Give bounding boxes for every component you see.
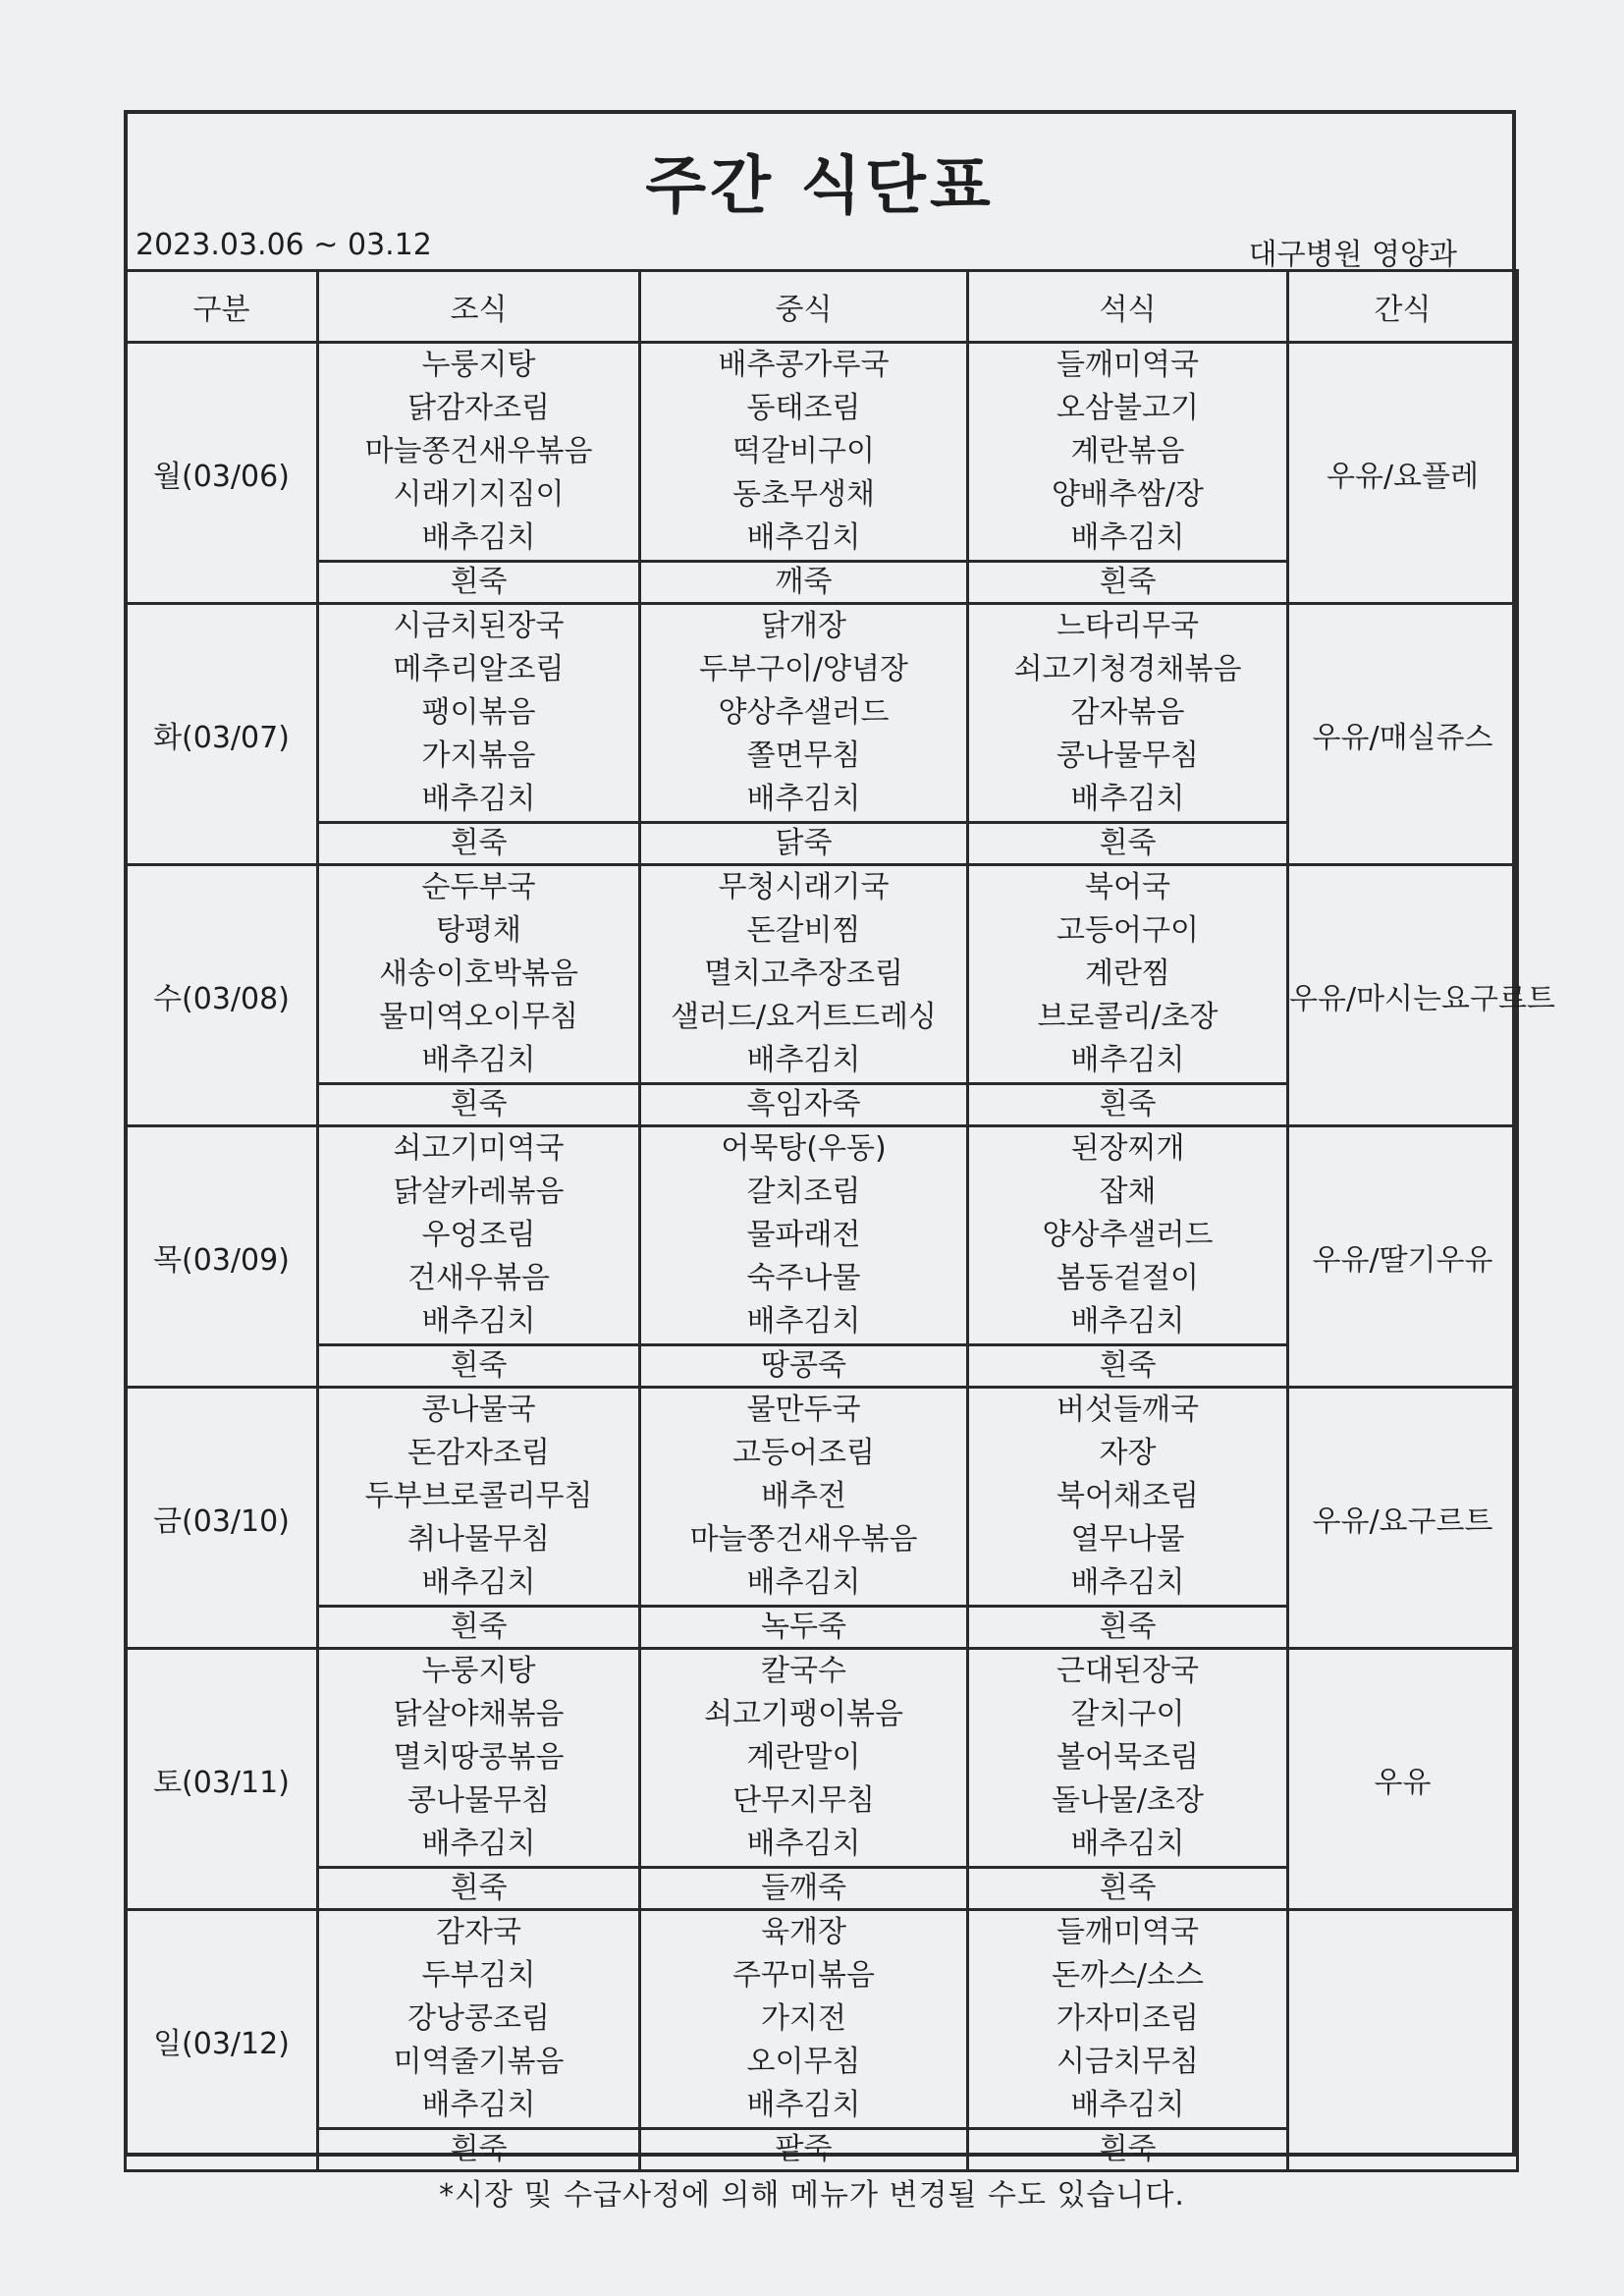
dinner-porridge: 흰죽 [968, 1345, 1288, 1388]
dish-item: 두부구이/양념장 [699, 652, 908, 686]
snack-cell: 우유/매실쥬스 [1288, 604, 1518, 865]
breakfast-dishes [318, 343, 640, 562]
dish-item: 닭살카레볶음 [393, 1175, 565, 1209]
snack-cell: 우유/요구르트 [1288, 1388, 1518, 1649]
dish-item: 누룽지탕 [421, 1654, 536, 1688]
breakfast-porridge: 흰죽 [318, 1868, 640, 1910]
dish-item: 쇠고기청경채볶음 [1013, 652, 1242, 686]
dish-item: 배추김치 [421, 1565, 536, 1600]
header-row [126, 271, 1518, 343]
day-label: 일(03/12) [126, 1910, 318, 2171]
dinner-dishes [968, 1910, 1288, 2129]
dish-item: 버섯들깨국 [1056, 1393, 1199, 1427]
dish-item: 두부김치 [421, 1958, 536, 1993]
dish-item: 북어채조림 [1056, 1479, 1199, 1513]
dish-item: 시금치된장국 [393, 609, 565, 643]
dish-item: 배추김치 [746, 1827, 861, 1861]
dish-item: 고등어조림 [732, 1436, 875, 1470]
dish-item: 물미역오이무침 [379, 1000, 578, 1034]
dish-item: 가자미조림 [1056, 2001, 1199, 2036]
breakfast-dishes [318, 604, 640, 823]
dish-item: 열무나물 [1070, 1522, 1185, 1557]
dinner-dishes [968, 1388, 1288, 1607]
day-row [126, 1388, 1518, 1607]
lunch-dishes [640, 865, 968, 1084]
lunch-porridge: 녹두죽 [640, 1607, 968, 1649]
dish-item: 배추김치 [1070, 2088, 1185, 2122]
weekly-menu-table [124, 269, 1555, 2172]
dish-item: 강낭콩조림 [407, 2001, 550, 2036]
breakfast-dishes [318, 1388, 640, 1607]
dish-item: 어묵탕(우동) [721, 1131, 887, 1166]
header-dinner: 석식 [968, 271, 1288, 343]
header-breakfast: 조식 [318, 271, 640, 343]
breakfast-porridge: 흰죽 [318, 1607, 640, 1649]
breakfast-porridge: 흰죽 [318, 1084, 640, 1126]
dish-item: 배추김치 [746, 520, 861, 555]
date-range: 2023.03.06 ~ 03.12 [135, 228, 432, 262]
dish-item: 배추김치 [421, 1304, 536, 1339]
lunch-dishes [640, 1126, 968, 1345]
dish-item: 돌나물/초장 [1051, 1783, 1204, 1818]
snack-cell: 우유/요플레 [1288, 343, 1518, 604]
dish-item: 가지볶음 [421, 738, 536, 773]
dinner-dishes [968, 1649, 1288, 1868]
day-label: 금(03/10) [126, 1388, 318, 1649]
dish-item: 자장 [1099, 1436, 1157, 1470]
menu-body [126, 343, 1555, 2171]
dish-item: 양상추샐러드 [1042, 1218, 1214, 1252]
dish-item: 시래기지짐이 [393, 477, 565, 512]
dish-item: 콩나물국 [421, 1393, 536, 1427]
dish-item: 마늘쫑건새우볶음 [689, 1522, 918, 1557]
dish-item: 계란찜 [1085, 957, 1170, 991]
dish-item: 탕평채 [436, 913, 521, 948]
breakfast-porridge: 흰죽 [318, 823, 640, 865]
day-row [126, 343, 1518, 562]
dinner-porridge: 흰죽 [968, 562, 1288, 604]
day-row [126, 1910, 1518, 2129]
dish-item: 취나물무침 [407, 1522, 550, 1557]
dish-item: 돈갈비찜 [746, 913, 861, 948]
dish-item: 근대된장국 [1056, 1654, 1199, 1688]
lunch-porridge: 흑임자죽 [640, 1084, 968, 1126]
dish-item: 배추콩가루국 [718, 348, 890, 382]
dish-item: 잡채 [1099, 1175, 1157, 1209]
breakfast-dishes [318, 865, 640, 1084]
snack-cell [1288, 1910, 1518, 2171]
dinner-porridge: 흰죽 [968, 1607, 1288, 1649]
dish-item: 떡갈비구이 [732, 434, 875, 468]
day-row [126, 604, 1518, 823]
dish-item: 육개장 [761, 1915, 846, 1949]
day-row [126, 865, 1518, 1084]
day-row [126, 1126, 1518, 1345]
dish-item: 메추리알조림 [393, 652, 565, 686]
breakfast-porridge: 흰죽 [318, 2129, 640, 2171]
snack-cell: 우유 [1288, 1649, 1518, 1910]
dish-item: 배추김치 [1070, 520, 1185, 555]
dish-item: 감자국 [436, 1915, 521, 1949]
dish-item: 팽이볶음 [421, 695, 536, 730]
page-title: 주간 식단표 [645, 150, 995, 223]
dish-item: 배추김치 [421, 520, 536, 555]
dish-item: 배추김치 [1070, 782, 1185, 816]
dish-item: 계란말이 [746, 1740, 861, 1775]
lunch-porridge: 들깨죽 [640, 1868, 968, 1910]
dish-item: 샐러드/요거트드레싱 [671, 1000, 937, 1034]
department-name: 대구병원 영양과 [1248, 238, 1457, 272]
dish-item: 닭개장 [761, 609, 846, 643]
dish-item: 콩나물무침 [407, 1783, 550, 1818]
snack-cell: 우유/딸기우유 [1288, 1126, 1518, 1388]
breakfast-dishes [318, 1126, 640, 1345]
dish-item: 느타리무국 [1056, 609, 1199, 643]
dish-item: 쇠고기미역국 [393, 1131, 565, 1166]
dish-item: 양상추샐러드 [718, 695, 890, 730]
dish-item: 가지전 [761, 2001, 846, 2036]
breakfast-dishes [318, 1649, 640, 1868]
dish-item: 배추김치 [421, 1043, 536, 1077]
lunch-porridge: 닭죽 [640, 823, 968, 865]
dish-item: 볼어묵조림 [1056, 1740, 1199, 1775]
dish-item: 들깨미역국 [1056, 348, 1199, 382]
lunch-dishes [640, 1649, 968, 1868]
dish-item: 물파래전 [746, 1218, 861, 1252]
day-label: 월(03/06) [126, 343, 318, 604]
dish-item: 북어국 [1085, 870, 1170, 904]
dinner-porridge: 흰죽 [968, 1084, 1288, 1126]
dish-item: 브로콜리/초장 [1037, 1000, 1218, 1034]
dish-item: 들깨미역국 [1056, 1915, 1199, 1949]
dish-item: 미역줄기볶음 [393, 2045, 565, 2079]
day-row [126, 1649, 1518, 1868]
menu-sheet [124, 110, 1555, 2166]
header-lunch: 중식 [640, 271, 968, 343]
dinner-porridge: 흰죽 [968, 823, 1288, 865]
dish-item: 봄동겉절이 [1056, 1261, 1199, 1295]
dinner-dishes [968, 1126, 1288, 1345]
dish-item: 양배추쌈/장 [1051, 477, 1204, 512]
dish-item: 동태조림 [746, 391, 861, 425]
dish-item: 동초무생채 [732, 477, 875, 512]
dish-item: 칼국수 [761, 1654, 846, 1688]
dish-item: 배추김치 [421, 1827, 536, 1861]
breakfast-porridge: 흰죽 [318, 562, 640, 604]
dinner-porridge: 흰죽 [968, 2129, 1288, 2171]
dish-item: 배추김치 [1070, 1304, 1185, 1339]
dish-item: 쇠고기팽이볶음 [704, 1697, 903, 1731]
dish-item: 마늘쫑건새우볶음 [364, 434, 593, 468]
dish-item: 돈까스/소스 [1051, 1958, 1204, 1993]
dish-item: 된장찌개 [1070, 1131, 1185, 1166]
dish-item: 멸치땅콩볶음 [393, 1740, 565, 1775]
lunch-dishes [640, 604, 968, 823]
dish-item: 멸치고추장조림 [704, 957, 903, 991]
dish-item: 배추김치 [421, 2088, 536, 2122]
dish-item: 무청시래기국 [718, 870, 890, 904]
dish-item: 주꾸미볶음 [732, 1958, 875, 1993]
dish-item: 배추김치 [746, 782, 861, 816]
lunch-dishes [640, 1910, 968, 2129]
dish-item: 갈치구이 [1070, 1697, 1185, 1731]
dish-item: 배추김치 [746, 2088, 861, 2122]
dinner-dishes [968, 604, 1288, 823]
lunch-porridge: 땅콩죽 [640, 1345, 968, 1388]
dish-item: 누룽지탕 [421, 348, 536, 382]
dish-item: 닭감자조림 [407, 391, 550, 425]
dish-item: 배추김치 [746, 1043, 861, 1077]
dish-item: 배추김치 [421, 782, 536, 816]
breakfast-porridge: 흰죽 [318, 1345, 640, 1388]
dish-item: 쫄면무침 [746, 738, 861, 773]
dish-item: 배추전 [761, 1479, 846, 1513]
dish-item: 고등어구이 [1056, 913, 1199, 948]
dish-item: 배추김치 [1070, 1565, 1185, 1600]
dish-item: 두부브로콜리무침 [364, 1479, 593, 1513]
breakfast-dishes [318, 1910, 640, 2129]
header-category: 구분 [126, 271, 318, 343]
lunch-dishes [640, 343, 968, 562]
dish-item: 배추김치 [746, 1304, 861, 1339]
dish-item: 계란볶음 [1070, 434, 1185, 468]
dish-item: 숙주나물 [746, 1261, 861, 1295]
day-label: 화(03/07) [126, 604, 318, 865]
dish-item: 콩나물무침 [1056, 738, 1199, 773]
dish-item: 오삼불고기 [1056, 391, 1199, 425]
dish-item: 오이무침 [746, 2045, 861, 2079]
dish-item: 단무지무침 [732, 1783, 875, 1818]
dish-item: 갈치조림 [746, 1175, 861, 1209]
dish-item: 돈감자조림 [407, 1436, 550, 1470]
dish-item: 감자볶음 [1070, 695, 1185, 730]
dish-item: 배추김치 [746, 1565, 861, 1600]
lunch-porridge: 팥죽 [640, 2129, 968, 2171]
dinner-dishes [968, 343, 1288, 562]
dish-item: 배추김치 [1070, 1827, 1185, 1861]
dinner-dishes [968, 865, 1288, 1084]
dish-item: 물만두국 [746, 1393, 861, 1427]
day-label: 수(03/08) [126, 865, 318, 1126]
dish-item: 시금치무침 [1056, 2045, 1199, 2079]
dish-item: 건새우볶음 [407, 1261, 550, 1295]
dish-item: 우엉조림 [421, 1218, 536, 1252]
dish-item: 순두부국 [421, 870, 536, 904]
lunch-dishes [640, 1388, 968, 1607]
day-label: 토(03/11) [126, 1649, 318, 1910]
dish-item: 배추김치 [1070, 1043, 1185, 1077]
dish-item: 닭살야채볶음 [393, 1697, 565, 1731]
dinner-porridge: 흰죽 [968, 1868, 1288, 1910]
header-snack: 간식 [1288, 271, 1518, 343]
dish-item: 새송이호박볶음 [379, 957, 578, 991]
day-label: 목(03/09) [126, 1126, 318, 1388]
snack-cell: 우유/마시는요구르트 [1288, 865, 1518, 1126]
footnote: *시장 및 수급사정에 의해 메뉴가 변경될 수도 있습니다. [439, 2178, 1185, 2213]
lunch-porridge: 깨죽 [640, 562, 968, 604]
